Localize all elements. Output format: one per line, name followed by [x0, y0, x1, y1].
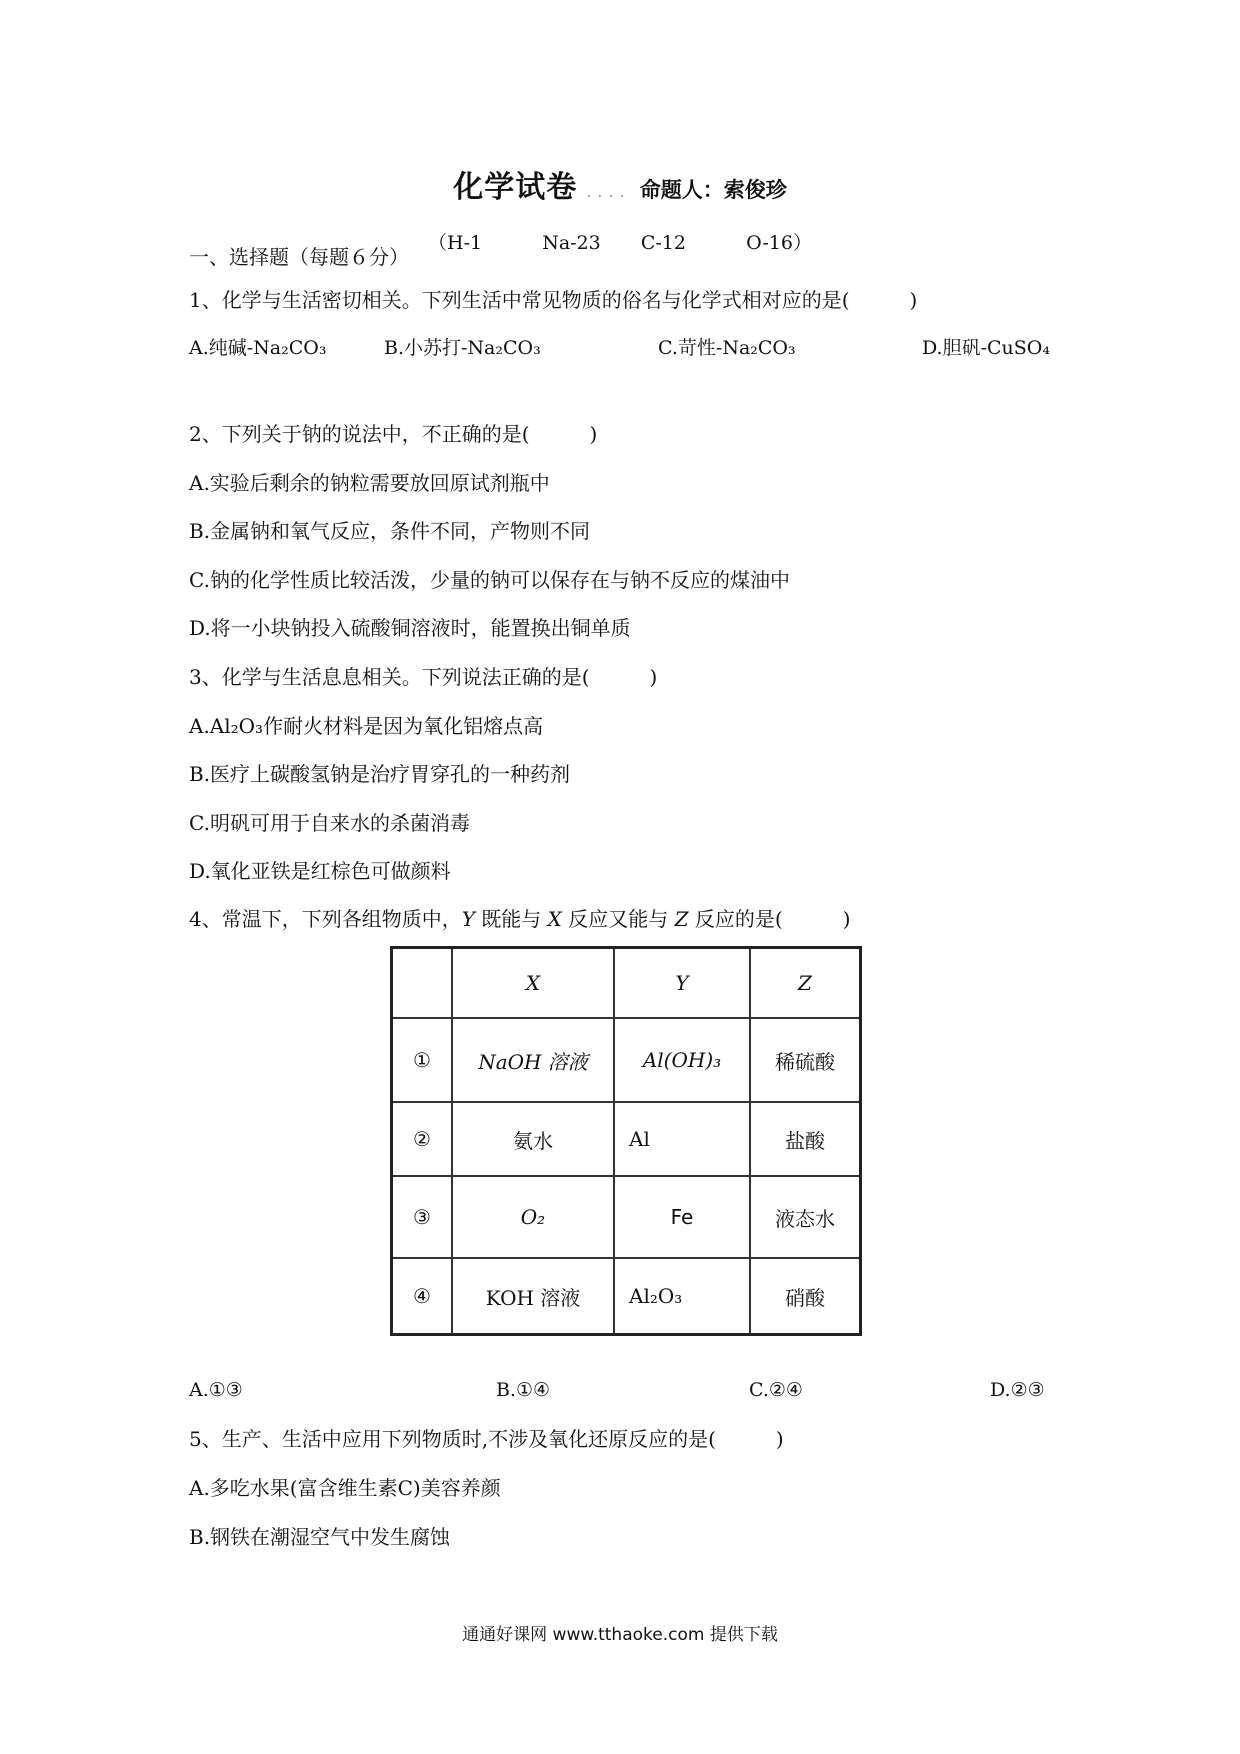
question-3-option-b: B.医疗上碳酸氢钠是治疗胃穿孔的一种药剂: [189, 762, 571, 786]
question-4-stem-pre: 4、常温下，下列各组物质中，: [189, 907, 462, 931]
table-cell: O₂: [452, 1176, 614, 1258]
table-cell: Al: [614, 1102, 750, 1176]
question-5-option-a: A.多吃水果(富含维生素C)美容养颜: [189, 1476, 501, 1500]
table-cell: NaOH 溶液: [452, 1018, 614, 1102]
table-header-cell: Y: [614, 948, 750, 1019]
title-row: [0, 162, 1240, 206]
table-cell: 氨水: [452, 1102, 614, 1176]
page-footer: 通通好课网 www.tthaoke.com 提供下载: [462, 1625, 778, 1645]
table-cell: 盐酸: [750, 1102, 861, 1176]
title-dots: ....: [586, 182, 631, 201]
question-4-option-c: C.②④: [749, 1379, 803, 1401]
section-heading: 一、选择题（每题６分）: [189, 245, 409, 269]
question-4-option-d: D.②③: [990, 1379, 1045, 1401]
question-5-stem: 5、生产、生活中应用下列物质时,不涉及氧化还原反应的是( ): [189, 1427, 784, 1451]
question-5-option-b: B.钢铁在潮湿空气中发生腐蚀: [189, 1525, 451, 1549]
table-cell: Al₂O₃: [614, 1258, 750, 1335]
question-4-stem: [189, 905, 851, 933]
question-1-option-a: A.纯碱-Na₂CO₃: [189, 337, 327, 359]
question-4-var-y: Y: [461, 907, 475, 931]
question-1-stem: 1、化学与生活密切相关。下列生活中常见物质的俗名与化学式相对应的是( ): [189, 288, 918, 312]
table-header-cell: [392, 948, 453, 1019]
table-row: [392, 1102, 861, 1176]
atomic-masses: （H-1 Na-23 C-12 O-16）: [428, 232, 812, 254]
table-row: [392, 1018, 861, 1102]
table-cell: 硝酸: [750, 1258, 861, 1335]
question-3-option-c: C.明矾可用于自来水的杀菌消毒: [189, 811, 470, 835]
question-4-table: [390, 946, 862, 1336]
question-4-stem-post: 反应的是( ): [688, 907, 851, 931]
table-header-row: [392, 948, 861, 1019]
author-label: 命题人：索俊珍: [639, 178, 787, 202]
question-2-option-d: D.将一小块钠投入硫酸铜溶液时，能置换出铜单质: [189, 616, 631, 640]
question-1-option-c: C.苛性-Na₂CO₃: [658, 337, 796, 359]
table-cell: Fe: [614, 1176, 750, 1258]
question-2-option-b: B.金属钠和氧气反应，条件不同，产物则不同: [189, 519, 591, 543]
table-cell: Al(OH)₃: [614, 1018, 750, 1102]
question-4-stem-mid2: 反应又能与: [561, 907, 675, 931]
question-4-var-x: X: [547, 907, 562, 931]
question-4-stem-mid1: 既能与: [474, 907, 548, 931]
question-2-stem: 2、下列关于钠的说法中，不正确的是( ): [189, 422, 598, 446]
question-3-stem: 3、化学与生活息息相关。下列说法正确的是( ): [189, 665, 658, 689]
question-4-var-z: Z: [674, 907, 689, 931]
table-cell: ②: [392, 1102, 453, 1176]
table-cell: 液态水: [750, 1176, 861, 1258]
question-2-option-c: C.钠的化学性质比较活泼，少量的钠可以保存在与钠不反应的煤油中: [189, 568, 790, 592]
table-header-cell: Z: [750, 948, 861, 1019]
question-2-option-a: A.实验后剩余的钠粒需要放回原试剂瓶中: [189, 471, 550, 495]
table-header-cell: X: [452, 948, 614, 1019]
table-row: [392, 1258, 861, 1335]
table-cell: 稀硫酸: [750, 1018, 861, 1102]
table-row: [392, 1176, 861, 1258]
table-cell: ④: [392, 1258, 453, 1335]
question-1-option-b: B.小苏打-Na₂CO₃: [384, 337, 541, 359]
table-cell: KOH 溶液: [452, 1258, 614, 1335]
question-3-option-a: A.Al₂O₃作耐火材料是因为氧化铝熔点高: [189, 714, 544, 738]
question-4-option-b: B.①④: [496, 1379, 551, 1401]
question-1-option-d: D.胆矾-CuSO₄: [922, 337, 1050, 359]
page-title: 化学试卷: [453, 170, 578, 205]
table-cell: ③: [392, 1176, 453, 1258]
question-3-option-d: D.氧化亚铁是红棕色可做颜料: [189, 859, 451, 883]
question-4-option-a: A.①③: [189, 1379, 243, 1401]
table-cell: ①: [392, 1018, 453, 1102]
